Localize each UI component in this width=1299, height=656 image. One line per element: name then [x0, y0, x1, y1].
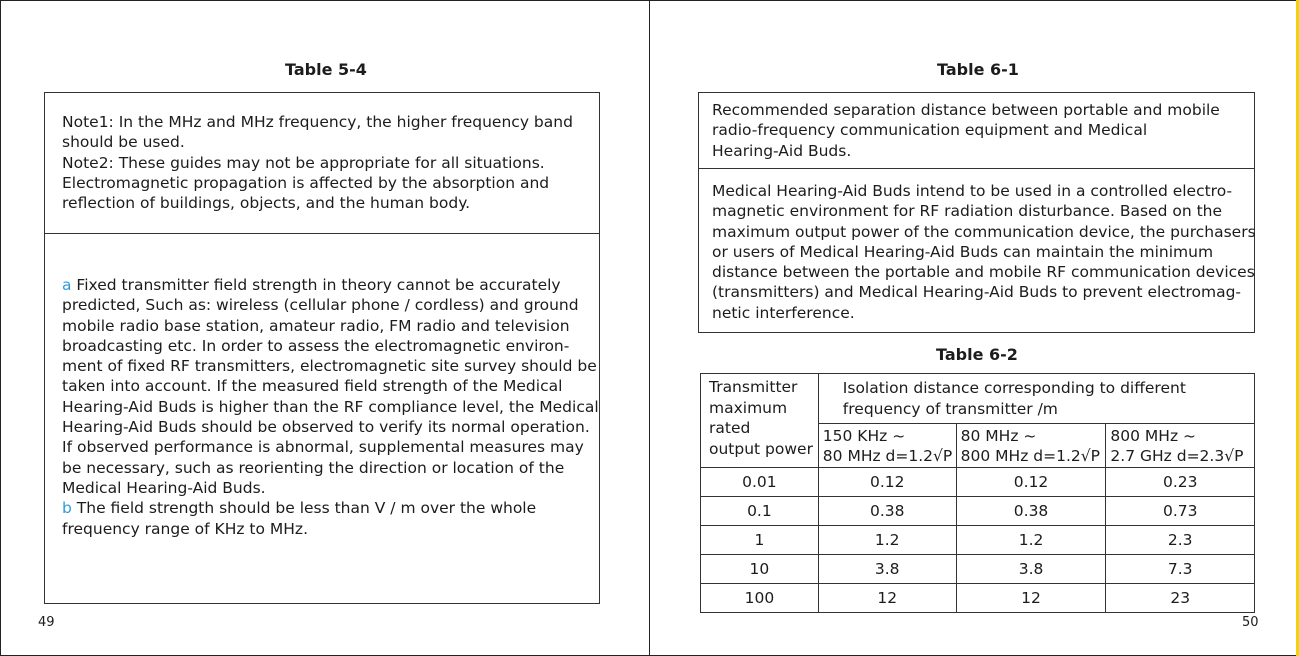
- formula: 80 MHz d=1.2√P: [822, 447, 953, 465]
- freq-col-header: [956, 424, 1106, 468]
- right-page: [649, 0, 1299, 656]
- body-line: netic interference.: [712, 303, 855, 322]
- formula: 2.7 GHz d=2.3√P: [1110, 447, 1244, 465]
- table-6-2-title: Table 6-2: [936, 345, 1018, 364]
- heading-line: Hearing-Aid Buds.: [712, 141, 852, 160]
- table-cell: 1.2: [818, 526, 956, 555]
- para-line: mobile radio base station, amateur radio, FM radio and television: [62, 316, 570, 335]
- formula: 800 MHz d=1.2√P: [960, 447, 1100, 465]
- para-line: predicted, Such as: wireless (cellular phone / cordless) and ground: [62, 296, 579, 315]
- table-cell: 1.2: [956, 526, 1106, 555]
- table-cell: 0.12: [818, 468, 956, 497]
- table-cell: 7.3: [1106, 555, 1255, 584]
- note-line: reflection of buildings, objects, and the human body.: [62, 194, 471, 213]
- table-cell: 0.23: [1106, 468, 1255, 497]
- para-line: be necessary, such as reorienting the direction or location of the: [62, 458, 565, 477]
- note-line: Note1: In the MHz and MHz frequency, the higher frequency band: [62, 113, 573, 131]
- table-cell: 10: [701, 555, 819, 584]
- body-line: or users of Medical Hearing-Aid Buds can maintain the minimum: [712, 242, 1214, 261]
- table-cell: 12: [956, 584, 1106, 613]
- freq-range: 80 MHz ~: [960, 427, 1037, 445]
- para-line: Hearing-Aid Buds is higher than the RF compliance level, the Medical: [62, 397, 599, 416]
- body-line: Medical Hearing-Aid Buds intend to be used in a controlled electro-: [712, 182, 1233, 200]
- table-cell: 23: [1106, 584, 1255, 613]
- header-line: Transmitter: [709, 378, 798, 396]
- header-line: rated: [709, 419, 751, 437]
- para-line: If observed performance is abnormal, supplemental measures may: [62, 438, 584, 457]
- table-cell: 0.38: [818, 497, 956, 526]
- header-line: output power: [709, 439, 813, 458]
- para-line: taken into account. If the measured field strength of the Medical: [62, 377, 563, 396]
- para-b-marker: b: [62, 499, 72, 518]
- table-cell: 0.12: [956, 468, 1106, 497]
- table-row: [701, 526, 1255, 555]
- body-line: (transmitters) and Medical Hearing-Aid Buds to prevent electromag-: [712, 283, 1242, 302]
- header-line: frequency of transmitter /m: [842, 399, 1058, 418]
- notes-box: [44, 92, 600, 234]
- table-row: [701, 584, 1255, 613]
- table-6-1-body-box: [698, 168, 1255, 333]
- heading-line: Recommended separation distance between portable and mobile: [712, 101, 1220, 119]
- body-line: magnetic environment for RF radiation disturbance. Based on the: [712, 202, 1223, 221]
- explanations-box: [44, 233, 600, 604]
- table-cell: 0.73: [1106, 497, 1255, 526]
- table-row: [701, 497, 1255, 526]
- para-line: Hearing-Aid Buds should be observed to verify its normal operation.: [62, 418, 590, 437]
- freq-range: 800 MHz ~: [1110, 427, 1197, 445]
- para-a-text: Fixed transmitter field strength in theory cannot be accurately: [71, 276, 561, 294]
- para-line: Medical Hearing-Aid Buds.: [62, 478, 266, 497]
- separation-distance-table: [700, 373, 1255, 613]
- header-line: maximum: [709, 398, 788, 417]
- para-line: frequency range of KHz to MHz.: [62, 519, 308, 538]
- note-line: should be used.: [62, 133, 185, 152]
- table-row: [701, 555, 1255, 584]
- para-b-text: The field strength should be less than V / m over the whole: [71, 499, 537, 518]
- para-b-first-line: [62, 498, 599, 518]
- header-line: Isolation distance corresponding to different: [842, 379, 1186, 397]
- para-a-marker: a: [62, 276, 72, 294]
- header-isolation-distance: [818, 374, 1254, 424]
- note-line: Electromagnetic propagation is affected by the absorption and: [62, 173, 550, 192]
- table-cell: 2.3: [1106, 526, 1255, 555]
- table-cell: 0.01: [701, 468, 819, 497]
- table-6-1-heading-box: [698, 92, 1255, 169]
- table-6-1-title: Table 6-1: [937, 60, 1019, 79]
- freq-col-header: [1106, 424, 1255, 468]
- body-line: maximum output power of the communication device, the purchasers: [712, 222, 1256, 241]
- table-5-4-title: Table 5-4: [285, 60, 367, 79]
- heading-line: radio-frequency communication equipment and Medical: [712, 121, 1148, 140]
- table-cell: 3.8: [818, 555, 956, 584]
- freq-col-header: [818, 424, 956, 468]
- table-row: [701, 468, 1255, 497]
- header-transmitter-power: [701, 374, 819, 468]
- page-number-right: 50: [1242, 615, 1259, 630]
- freq-range: 150 KHz ~: [822, 427, 906, 445]
- table-cell: 0.1: [701, 497, 819, 526]
- body-line: distance between the portable and mobile RF communication devices: [712, 263, 1255, 282]
- table-cell: 100: [701, 584, 819, 613]
- table-cell: 12: [818, 584, 956, 613]
- page-number-left: 49: [38, 615, 55, 630]
- para-line: ment of fixed RF transmitters, electromagnetic site survey should be: [62, 357, 597, 376]
- para-line: broadcasting etc. In order to assess the electromagnetic environ-: [62, 336, 570, 355]
- table-cell: 1: [701, 526, 819, 555]
- note-line: Note2: These guides may not be appropriate for all situations.: [62, 153, 545, 172]
- para-a-first-line: [62, 275, 599, 295]
- table-cell: 0.38: [956, 497, 1106, 526]
- table-cell: 3.8: [956, 555, 1106, 584]
